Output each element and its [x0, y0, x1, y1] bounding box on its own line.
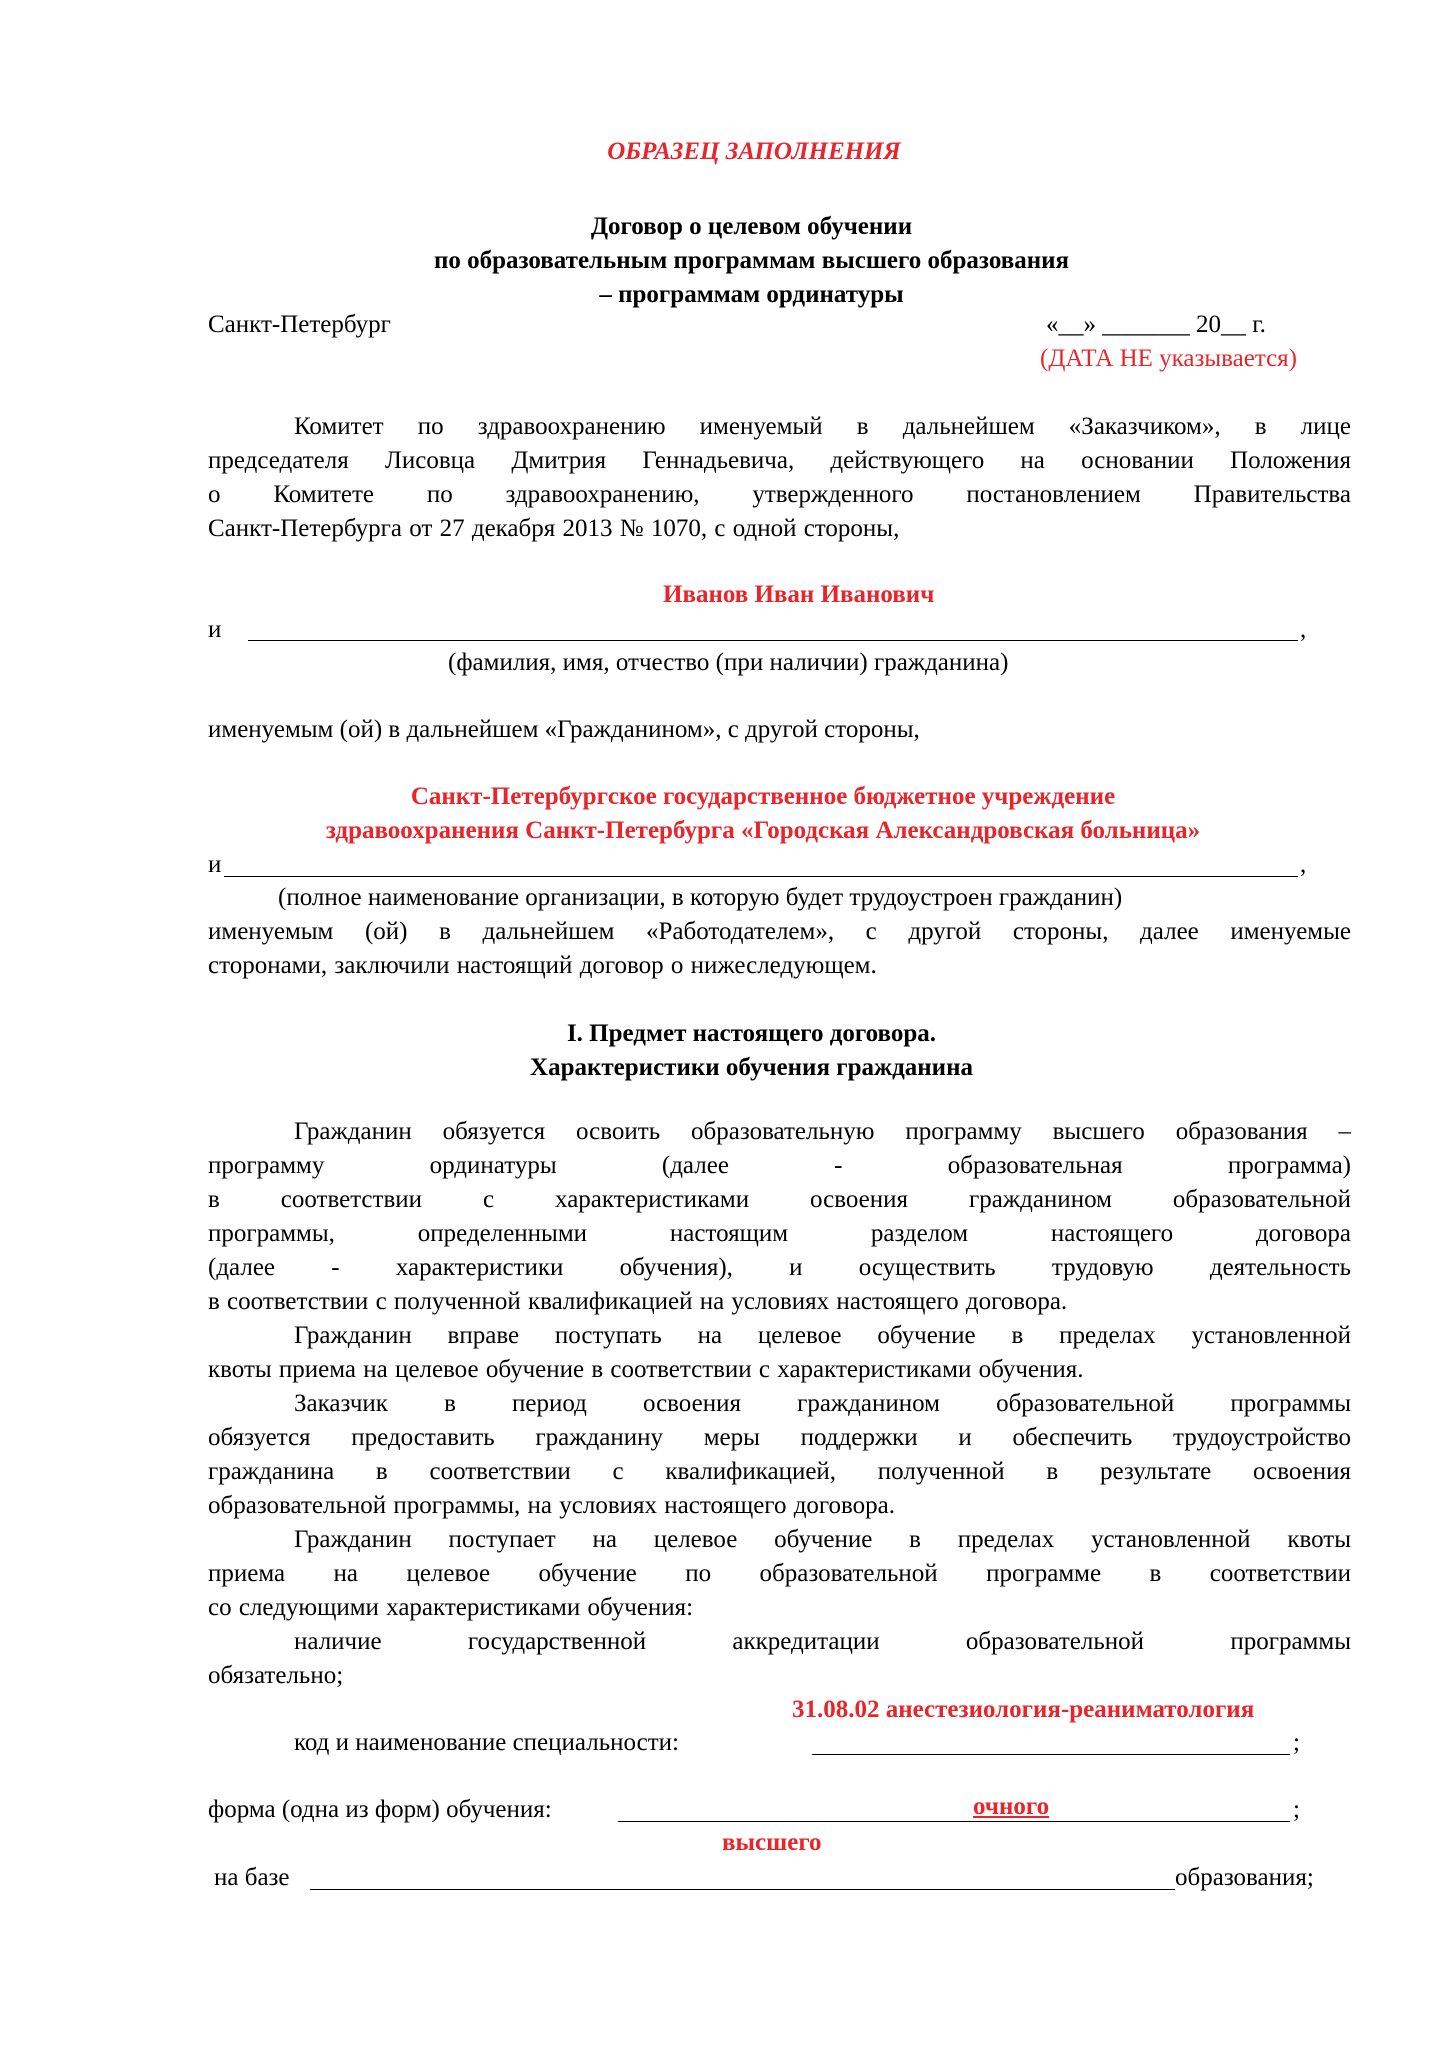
section-1-heading-line-2: Характеристики обучения гражданина — [530, 1054, 973, 1081]
study-form-label: форма (одна из форм) обучения: — [208, 1796, 552, 1823]
intro-line-3: о Комитете по здравоохранению, утвержденного постановлением Правительства — [208, 481, 1351, 508]
paragraph-1-line: программу ординатуры (далее - образовательная программа) — [208, 1152, 1351, 1179]
city: Санкт-Петербург — [208, 311, 391, 338]
section-1-heading-line-1: I. Предмет настоящего договора. — [566, 1020, 937, 1047]
citizen-suffix: , — [1300, 616, 1307, 643]
paragraph-3-line: Заказчик в период освоения гражданином образовательной программы — [294, 1390, 1351, 1417]
specialty-label: код и наименование специальности: — [294, 1729, 679, 1756]
section-1-heading — [0, 1017, 1448, 1085]
paragraph-3 — [208, 1387, 1351, 1523]
citizen-named-as: именуемым (ой) в дальнейшем «Гражданином», с другой стороны, — [208, 716, 920, 743]
paragraph-1-line: в соответствии с полученной квалификацией на условиях настоящего договора. — [208, 1288, 1068, 1315]
citizen-caption: (фамилия, имя, отчество (при наличии) гражданина) — [448, 649, 1009, 676]
citizen-name: Иванов Иван Иванович — [663, 581, 935, 608]
contract-title — [0, 210, 1448, 312]
citizen-prefix: и — [208, 616, 222, 643]
intro-paragraph — [208, 410, 1351, 546]
citizen-name-line — [248, 640, 1298, 641]
paragraph-4-line: приема на целевое обучение по образовательной программе в соответствии — [208, 1560, 1351, 1587]
paragraph-4-line: Гражданин поступает на целевое обучение в пределах установленной квоты — [294, 1526, 1351, 1553]
employer-caption: (полное наименование организации, в которую будет трудоустроен гражданин) — [278, 884, 1123, 911]
employer-suffix: , — [1300, 851, 1307, 878]
employer-name-line-2: здравоохранения Санкт-Петербурга «Городская Александровская больница» — [325, 817, 1201, 844]
date-blank: «__» _______ 20__ г. — [1046, 311, 1266, 338]
paragraph-2-line: квоты приема на целевое обучение в соответствии с характеристиками обучения. — [208, 1356, 1084, 1383]
paragraph-1-line: Гражданин обязуется освоить образовательную программу высшего образования – — [294, 1118, 1351, 1145]
education-base-filled: высшего — [722, 1829, 822, 1856]
paragraph-5-line: обязательно; — [208, 1662, 344, 1689]
study-form-filled: очного — [973, 1793, 1050, 1820]
paragraph-5 — [208, 1625, 1351, 1693]
title-line-1: Договор о целевом обучении — [590, 213, 913, 240]
sample-stamp: ОБРАЗЕЦ ЗАПОЛНЕНИЯ — [607, 138, 901, 165]
paragraph-4 — [208, 1523, 1351, 1625]
specialty-line — [812, 1754, 1290, 1755]
paragraph-1-line: (далее - характеристики обучения), и осуществить трудовую деятельность — [208, 1254, 1351, 1281]
employer-named-as — [208, 915, 1351, 983]
employer-name-line-1: Санкт-Петербургское государственное бюджетное учреждение — [410, 783, 1116, 810]
intro-line-2: председателя Лисовца Дмитрия Геннадьевича, действующего на основании Положения — [208, 447, 1351, 474]
employer-prefix: и — [208, 851, 222, 878]
education-base-suffix: образования; — [1175, 1864, 1314, 1891]
paragraph-4-line: со следующими характеристиками обучения: — [208, 1594, 694, 1621]
paragraph-3-line: образовательной программы, на условиях настоящего договора. — [208, 1492, 896, 1519]
date-note: (ДАТА НЕ указывается) — [1040, 345, 1297, 372]
specialty-filled: 31.08.02 анестезиология-реаниматология — [792, 1696, 1255, 1723]
paragraph-1-line: в соответствии с характеристиками освоения гражданином образовательной — [208, 1186, 1351, 1213]
paragraph-3-line: гражданина в соответствии с квалификацией, полученной в результате освоения — [208, 1458, 1351, 1485]
paragraph-3-line: обязуется предоставить гражданину меры поддержки и обеспечить трудоустройство — [208, 1424, 1351, 1451]
title-line-3: – программам ординатуры — [599, 281, 904, 308]
study-form-suffix: ; — [1293, 1796, 1300, 1823]
paragraph-2-line: Гражданин вправе поступать на целевое обучение в пределах установленной — [294, 1322, 1351, 1349]
paragraph-2 — [208, 1319, 1351, 1387]
employer-named-line-1: именуемым (ой) в дальнейшем «Работодателем», с другой стороны, далее именуемые — [208, 918, 1351, 945]
education-base-line — [310, 1889, 1175, 1890]
intro-line-1: Комитет по здравоохранению именуемый в дальнейшем «Заказчиком», в лице — [294, 413, 1351, 440]
employer-named-line-2: сторонами, заключили настоящий договор о нижеследующем. — [208, 952, 877, 979]
paragraph-1 — [208, 1115, 1351, 1319]
paragraph-1-line: программы, определенными настоящим разделом настоящего договора — [208, 1220, 1351, 1247]
employer-filled-name — [113, 780, 1413, 848]
study-form-line — [618, 1821, 1290, 1822]
intro-line-4: Санкт-Петербурга от 27 декабря 2013 № 1070, с одной стороны, — [208, 515, 900, 542]
specialty-suffix: ; — [1293, 1729, 1300, 1756]
education-base-label: на базе — [214, 1864, 290, 1891]
paragraph-5-line: наличие государственной аккредитации образовательной программы — [294, 1628, 1351, 1655]
title-line-2: по образовательным программам высшего образования — [433, 247, 1070, 274]
employer-name-line — [224, 876, 1298, 877]
